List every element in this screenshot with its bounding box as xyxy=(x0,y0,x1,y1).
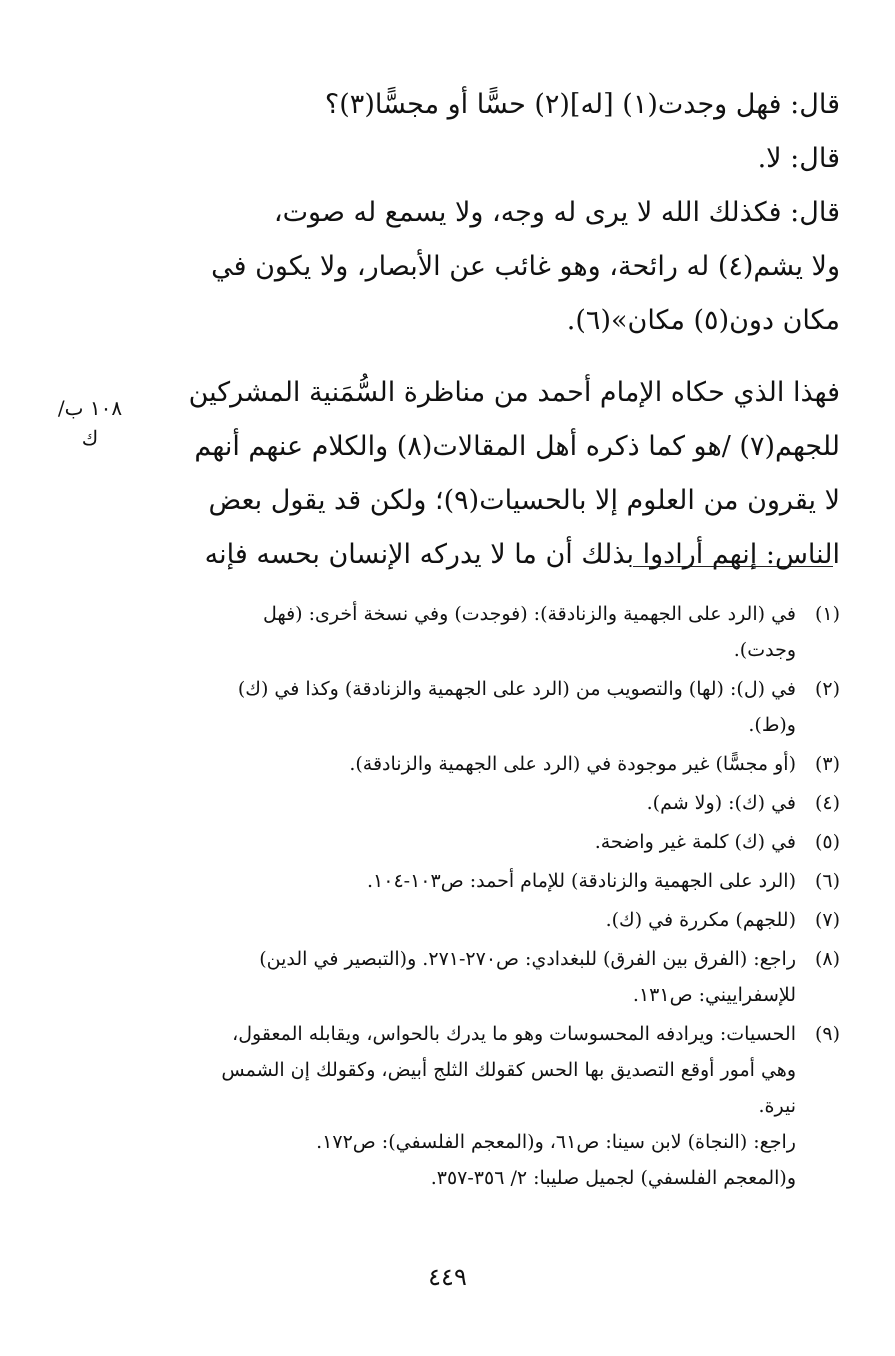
footnote-number: (٥) xyxy=(814,831,840,853)
footnote-number: (٩) xyxy=(814,1023,840,1045)
footnote-line: راجع: (النجاة) لابن سينا: ص٦١، و(المعجم الفلسفي): ص١٧٢. xyxy=(316,1131,796,1153)
main-text xyxy=(160,78,840,582)
footnote-line: راجع: (الفرق بين الفرق) للبغدادي: ص٢٧٠-٢٧١. و(التبصير في الدين) xyxy=(259,948,796,970)
footnote-number: (٧) xyxy=(814,909,840,931)
text-line: لا يقرون من العلوم إلا بالحسيات(٩)؛ ولكن قد يقول بعض xyxy=(208,485,840,516)
footnote-line: في (ك): (ولا شم). xyxy=(646,792,796,814)
footnote-line: (للجهم) مكررة في (ك). xyxy=(605,909,796,931)
text-line: فهذا الذي حكاه الإمام أحمد من مناظرة السُّمَنية المشركين xyxy=(188,377,840,408)
footnote-number: (١) xyxy=(814,603,840,625)
footnote-line: في (ل): (لها) والتصويب من (الرد على الجهمية والزنادقة) وكذا في (ك) xyxy=(237,678,796,700)
footnote-separator xyxy=(633,566,833,567)
footnote-1 xyxy=(160,596,840,668)
text-line: الناس: إنهم أرادوا بذلك أن ما لا يدركه الإنسان بحسه فإنه xyxy=(204,539,840,570)
footnote-9 xyxy=(160,1016,840,1196)
footnote-2 xyxy=(160,671,840,743)
footnote-line: نيرة. xyxy=(758,1095,796,1117)
text-line: مكان دون(٥) مكان»(٦). xyxy=(566,305,840,336)
text-line: ولا يشم(٤) له رائحة، وهو غائب عن الأبصار، ولا يكون في xyxy=(211,251,840,282)
paragraph-2 xyxy=(160,366,840,582)
footnote-line: و(ط). xyxy=(748,714,796,736)
footnote-line: وجدت). xyxy=(733,639,796,661)
text-line: قال: لا. xyxy=(757,143,840,174)
text-line: قال: فهل وجدت(١) [له](٢) حسًّا أو مجسًّا(٣)؟ xyxy=(324,89,840,120)
footnote-8 xyxy=(160,941,840,1013)
footnote-number: (٣) xyxy=(814,753,840,775)
footnote-line: في (ك) كلمة غير واضحة. xyxy=(594,831,796,853)
footnote-4 xyxy=(160,785,840,821)
footnote-number: (٤) xyxy=(814,792,840,814)
footnote-5 xyxy=(160,824,840,860)
footnote-line: للإسفراييني: ص١٣١. xyxy=(632,984,796,1006)
paragraph-1 xyxy=(160,78,840,348)
footnote-number: (٨) xyxy=(814,948,840,970)
footnote-line: وهي أمور أوقع التصديق بها الحس كقولك الثلج أبيض، وكقولك إن الشمس xyxy=(221,1059,796,1081)
footnote-3 xyxy=(160,746,840,782)
footnote-7 xyxy=(160,902,840,938)
footnote-line: في (الرد على الجهمية والزنادقة): (فوجدت) وفي نسخة أخرى: (فهل xyxy=(262,603,796,625)
paragraph-gap xyxy=(160,348,840,366)
footnote-number: (٦) xyxy=(814,870,840,892)
footnote-line: الحسيات: ويرادفه المحسوسات وهو ما يدرك بالحواس، ويقابله المعقول، xyxy=(232,1023,796,1045)
footnote-number: (٢) xyxy=(814,678,840,700)
margin-note: ١٠٨ ب/ك xyxy=(57,396,123,450)
footnote-line: (أو مجسًّا) غير موجودة في (الرد على الجهمية والزنادقة). xyxy=(349,753,796,775)
footnote-6 xyxy=(160,863,840,899)
text-line: قال: فكذلك الله لا يرى له وجه، ولا يسمع له صوت، xyxy=(273,197,840,228)
page-number: ٤٤٩ xyxy=(428,1263,467,1291)
footnote-line: و(المعجم الفلسفي) لجميل صليبا: ٢/ ٣٥٦-٣٥٧. xyxy=(430,1167,796,1189)
footnotes xyxy=(160,596,840,1199)
footnote-line: (الرد على الجهمية والزنادقة) للإمام أحمد: ص١٠٣-١٠٤. xyxy=(367,870,796,892)
text-line: للجهم(٧) /هو كما ذكره أهل المقالات(٨) والكلام عنهم أنهم xyxy=(194,431,840,462)
